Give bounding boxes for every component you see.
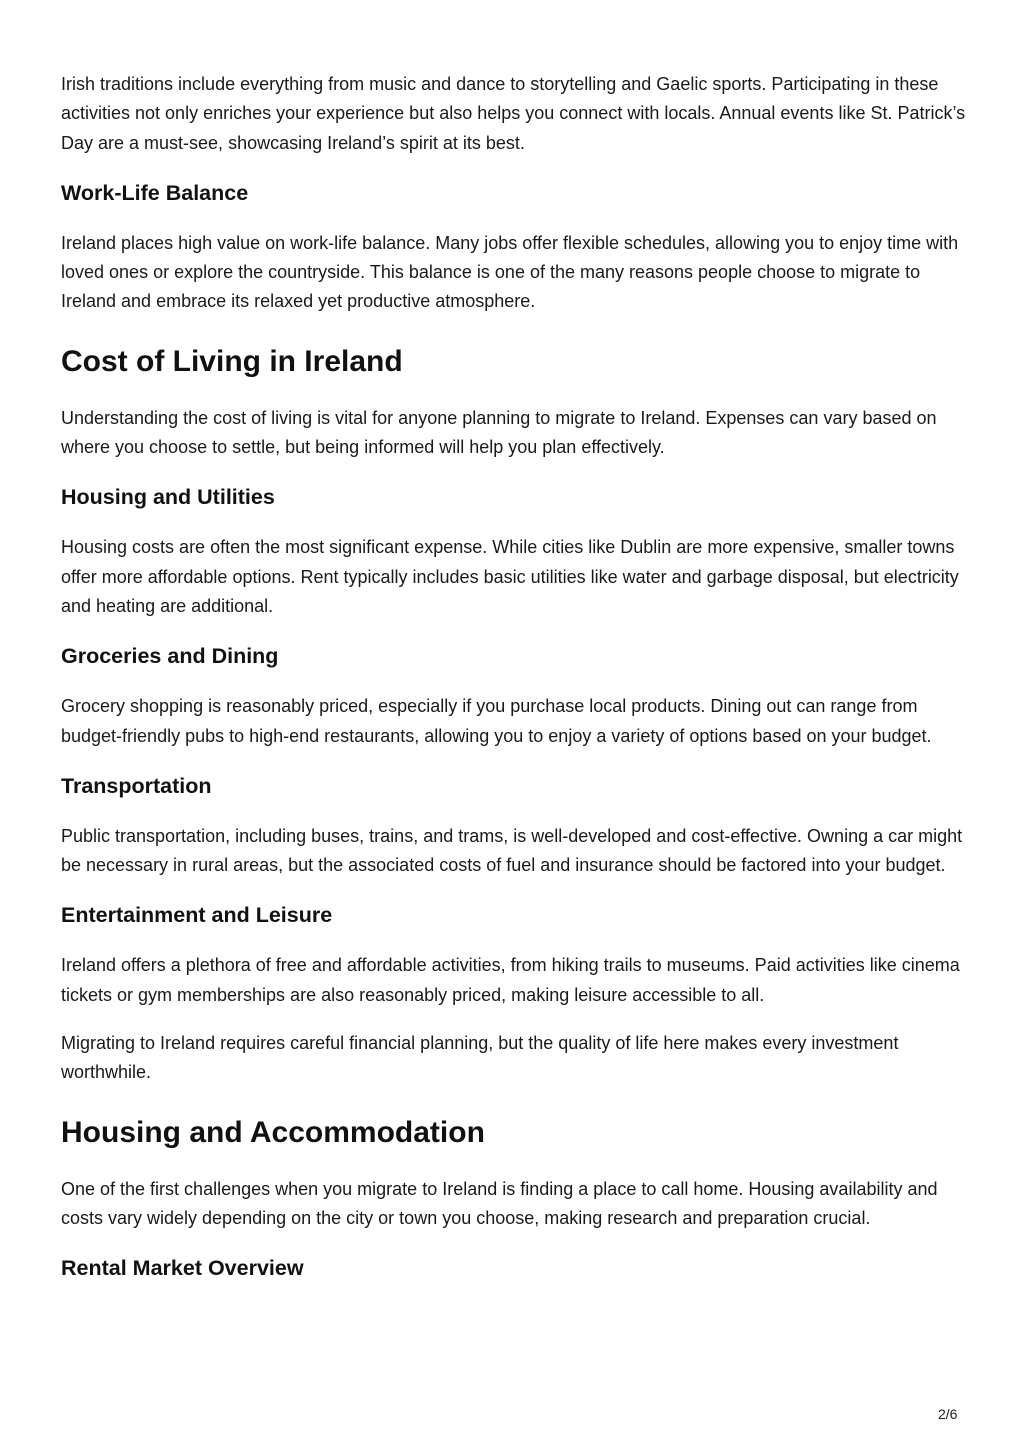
cost-of-living-intro: Understanding the cost of living is vital for anyone planning to migrate to Ireland. Expenses can vary based on where you choose to settle, but being informed will help you plan effectively. — [61, 407, 937, 458]
page-number: 2/6 — [938, 1406, 958, 1422]
housing-accommodation-heading: Housing and Accommodation — [61, 1115, 485, 1149]
groceries-dining-paragraph: Grocery shopping is reasonably priced, especially if you purchase local products. Dining out can range from budget-friendly pubs to high-end restaurants, allowing you to enjoy a variety of options based on your budget. — [61, 696, 932, 746]
document-page — [61, 70, 966, 1282]
cost-of-living-closing: Migrating to Ireland requires careful financial planning, but the quality of life here makes every investment worthwhile. — [61, 1033, 899, 1083]
work-life-paragraph: Ireland places high value on work-life balance. Many jobs offer flexible schedules, allowing you to enjoy time with loved ones or explore the countryside. This balance is one of the many reasons people choose to migrate to Ireland and embrace its relaxed yet productive atmosphere. — [61, 232, 959, 312]
intro-paragraph: Irish traditions include everything from music and dance to storytelling and Gaelic sports. Participating in these activities not only enriches your experience but also helps you connect with locals. Annual events like St. Patrick’s Day are a must-see, showcasing Ireland’s spirit at its best. — [61, 74, 966, 153]
entertainment-leisure-heading: Entertainment and Leisure — [61, 903, 333, 928]
housing-accommodation-paragraph: One of the first challenges when you migrate to Ireland is finding a place to call home. Housing availability and costs vary widely depending on the city or town you choose, making research and preparation crucial. — [61, 1178, 938, 1228]
cost-of-living-heading: Cost of Living in Ireland — [61, 344, 403, 378]
groceries-dining-heading: Groceries and Dining — [61, 644, 279, 669]
work-life-heading: Work-Life Balance — [61, 180, 249, 205]
entertainment-leisure-paragraph: Ireland offers a plethora of free and affordable activities, from hiking trails to museums. Paid activities like cinema tickets or gym memberships are also reasonably priced, making leisure accessible to all. — [61, 955, 960, 1005]
housing-utilities-paragraph: Housing costs are often the most significant expense. While cities like Dublin are more expensive, smaller towns offer more affordable options. Rent typically includes basic utilities like water and garbage disposal, but electricity and heating are additional. — [61, 537, 959, 616]
transportation-paragraph: Public transportation, including buses, trains, and trams, is well-developed and cost-effective. Owning a car might be necessary in rural areas, but the associated costs of fuel and insurance should be factored into your budget. — [61, 825, 963, 876]
rental-market-heading: Rental Market Overview — [61, 1256, 304, 1281]
transportation-heading: Transportation — [61, 773, 212, 798]
housing-utilities-heading: Housing and Utilities — [61, 485, 275, 510]
